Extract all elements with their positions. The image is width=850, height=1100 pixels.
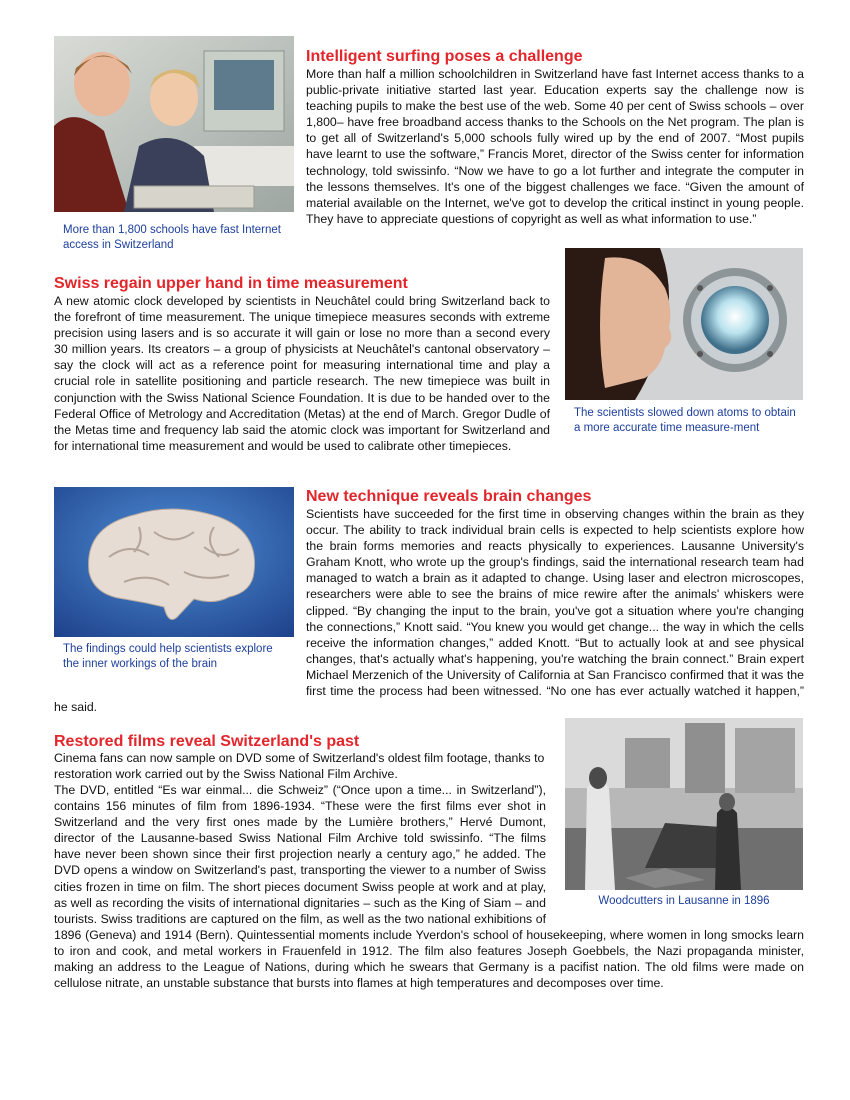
article-time-measurement-text: A new atomic clock developed by scientists in Neuchâtel could bring Switzerland back to the forefront of time measurement. The unique timepiece measures seconds with extreme precision using lasers and is so accurate it will gain or lose no more than a second every 30 million years. Its creators – a group of physicists at Neuchâtel's cantonal observatory – say the clock will act as a reference point for measuring international time and play a crucial role in satellite positioning and particle research. The new timepiece was built in conjunction with the Swiss National Science Foundation. It is due to be handed over to the Federal Office of Metrology and Accreditation (Metas) at the end of March. Gregor Dudle of the Metas time and frequency lab said the atomic clock was important for Switzerland and for international time measurement and would be used to calibrate other timepieces. — [54, 294, 550, 453]
photo-woodcutters-lausanne — [565, 718, 803, 890]
article-restored-films-intro: Cinema fans can now sample on DVD some of Switzerland's oldest film footage, thanks to restoration work carried out by the Swiss National Film Archive. — [54, 751, 545, 782]
headline-restored-films: Restored films reveal Switzerland's past — [54, 733, 360, 750]
caption-scientist: The scientists slowed down atoms to obtain a more accurate time measure-ment — [574, 407, 796, 434]
headline-time-measurement: Swiss regain upper hand in time measurement — [54, 275, 408, 292]
caption-schoolchildren: More than 1,800 schools have fast Internet access in Switzerland — [63, 224, 281, 251]
photo-scientist-atomic-clock — [565, 248, 803, 400]
article-brain-changes-text: Scientists have succeeded for the first time in observing changes within the brain as they occur. The ability to track individual brain cells is expected to help scientists explore how the brain forms memories and reacts physically to experiences. Lausanne University's Graham Knott, who wrote up the group's findings, said the international research team had managed to watch a brain as it adapted to change. Using laser and electron microscopes, researchers were able to see the brains of mice rewire after the animals' whiskers were clipped. “By changing the input to the brain, you've got a situation where you're changing the connections,” Knott said. “You knew you would get change... the way in which the cells receive the information changes,” added Knott. “But to actually look at and see physical changes, that's actually what's happening, you're watching the brain connect.” Brain expert Michael Merzenich of the University of California at San Francisco confirmed that it was the first time the process had been witnessed. “No one has ever actually watched it happen,” he said. — [54, 507, 804, 715]
headline-intelligent-surfing: Intelligent surfing poses a challenge — [306, 48, 583, 65]
caption-woodcutters: Woodcutters in Lausanne in 1896 — [598, 895, 770, 907]
article-restored-films-text: The DVD, entitled “Es war einmal... die Schweiz” (“Once upon a time... in Switzerland”), contains 156 minutes of film from 1896-1934. “These were the first films ever shot in Switzerland and the very first ones made by the Lumière brothers,” Hervé Dumont, director of the Lausanne-based Swiss National Film Archive told swissinfo. “The films have never been shown since their first projection nearly a century ago,” he added. The DVD opens a window on Switzerland's past, transporting the viewer to a number of Swiss cities frozen in time on film. The short pieces document Swiss people at work and at play, as well as recording the visits of international dignitaries – such as the King of Siam – and tourists. Swiss traditions are captured on the film, as well as the two national exhibitions of 1896 (Geneva) and 1914 (Bern). Quintessential moments include Yverdon's school of housekeeping, where women in long smocks learn to iron and cook, and metal workers in Frauenfeld in 1912. The film also features Joseph Goebbels, the Nazi propaganda minister, making an address to the League of Nations, during which he swears that Germany is a pacifist nation. The old films were made on cellulose nitrate, an unstable substance that bursts into flames at high temperatures and decomposes over time. — [54, 783, 804, 991]
headline-brain-changes: New technique reveals brain changes — [306, 488, 592, 505]
article-intelligent-surfing-text: More than half a million schoolchildren in Switzerland have fast Internet access thanks to a public-private initiative started last year. Education experts say the challenge now is teaching pupils to make the best use of the web. Some 40 per cent of Swiss schools – over 1,800– have free broadband access thanks to the Schools on the Net program. The plan is to get all of Switzerland's 5,000 schools fully wired up by the end of 2007. “Most pupils have learnt to use the software,” Francis Moret, director of the Swiss center for information technology, told swissinfo. “Now we have to go a lot further and integrate the computer in the lessons themselves. It's one of the biggest challenges we face. “Given the amount of material available on the Internet, we've got to develop the critical instinct in young people. They have to appreciate questions of copyright as well as what information to use.” — [306, 67, 804, 226]
photo-schoolchildren-computer — [54, 36, 294, 212]
caption-brain: The findings could help scientists explore the inner workings of the brain — [63, 643, 273, 670]
